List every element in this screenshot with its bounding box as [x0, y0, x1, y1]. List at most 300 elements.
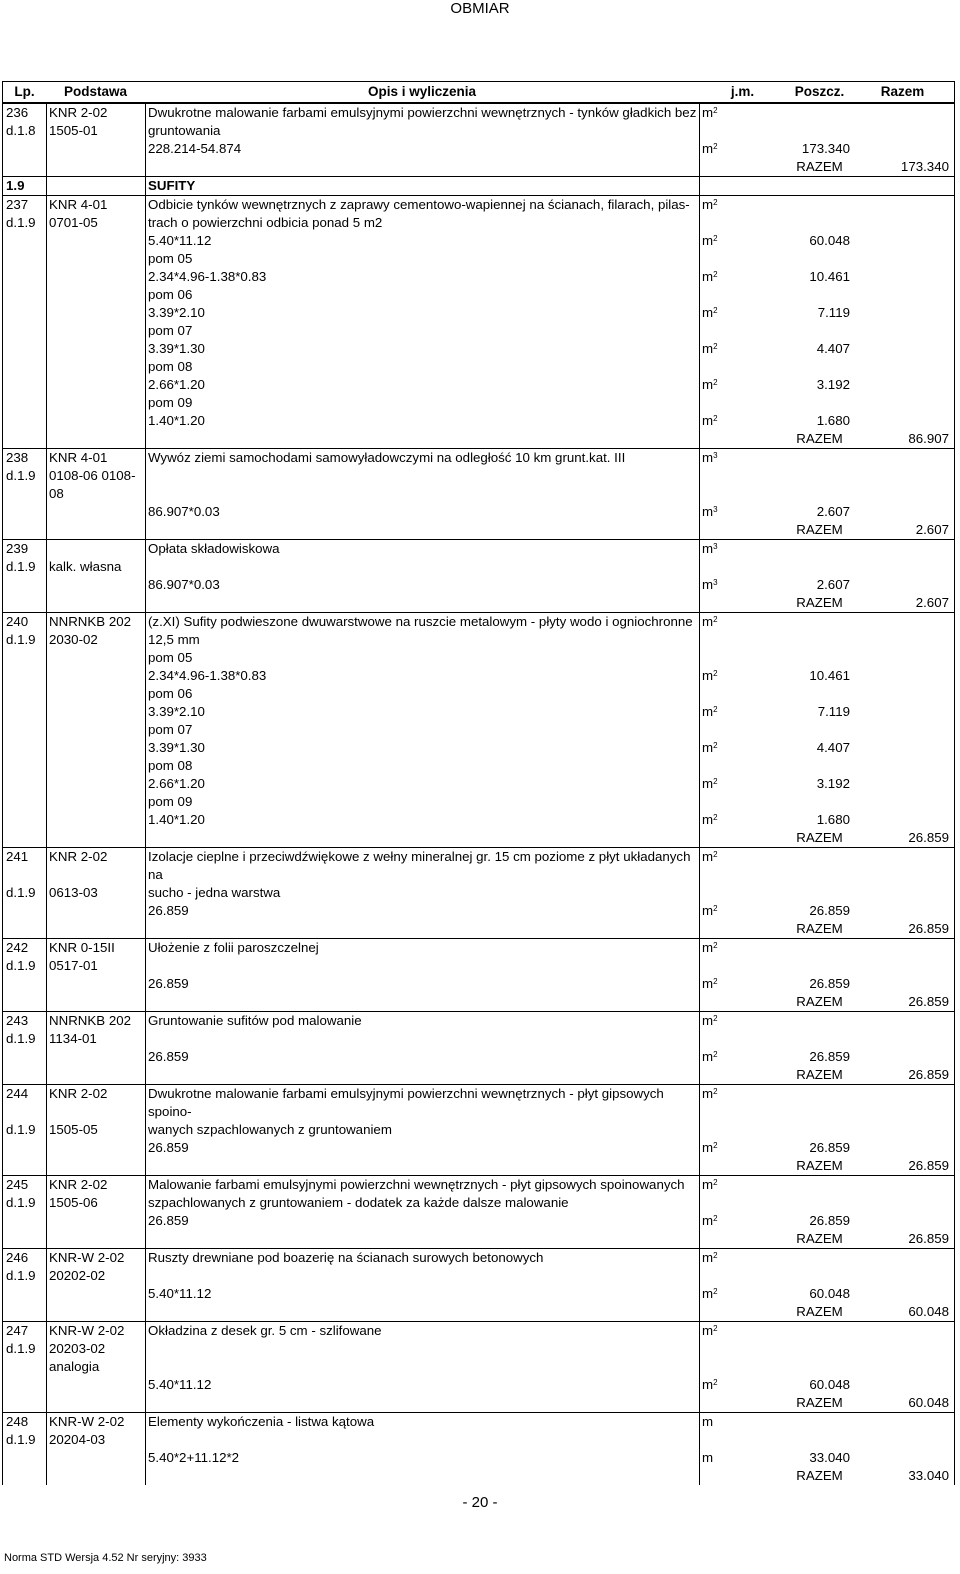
cell-poszcz — [786, 884, 853, 902]
cell-podstawa: 1134-01 — [49, 1031, 97, 1046]
cell-jm — [699, 1285, 786, 1303]
cell-razem — [853, 1376, 952, 1394]
cell-opis: 2.66*1.20 — [148, 377, 205, 392]
cell-jm — [699, 140, 786, 158]
cell-podstawa — [46, 1394, 145, 1412]
cell-lp: d.1.9 — [6, 1341, 36, 1356]
cell-razem — [853, 1358, 952, 1376]
page-number: - 20 - — [462, 1494, 498, 1511]
unit-text: m — [702, 105, 714, 120]
cell-poszcz: 26.859 — [809, 1140, 850, 1155]
cell-jm — [699, 376, 786, 394]
cell-poszcz: RAZEM — [796, 994, 843, 1009]
unit-text: m — [702, 269, 714, 284]
cell-poszcz — [786, 1431, 853, 1449]
unit-exponent: 2 — [713, 941, 718, 950]
cell-podstawa — [46, 1157, 145, 1175]
cell-poszcz: RAZEM — [796, 921, 843, 936]
cell-opis: trach o powierzchni odbicia ponad 5 m2 — [148, 215, 383, 230]
cell-lp — [3, 920, 46, 938]
cell-lp: d.1.9 — [6, 1031, 36, 1046]
cell-razem — [853, 757, 952, 775]
cell-lp — [3, 667, 46, 685]
cell-podstawa — [46, 232, 145, 250]
cell-razem — [853, 376, 952, 394]
cell-podstawa: KNR 4-01 — [49, 197, 108, 212]
cell-razem: 26.859 — [908, 994, 949, 1009]
cell-opis: Ułożenie z folii paroszczelnej — [148, 940, 319, 955]
cell-opis: gruntowania — [148, 123, 221, 138]
cell-opis: szpachlowanych z gruntowaniem - dodatek za każde dalsze malowanie — [148, 1195, 569, 1210]
cell-jm — [699, 939, 786, 957]
cell-podstawa — [46, 503, 145, 521]
cell-razem — [853, 122, 952, 140]
cell-razem — [853, 232, 952, 250]
cell-opis: pom 07 — [148, 722, 193, 737]
cell-razem — [853, 196, 952, 214]
unit-exponent: 2 — [713, 1287, 718, 1296]
cell-jm — [699, 594, 786, 612]
column-divider — [699, 104, 700, 1485]
cell-razem: 2.607 — [915, 595, 949, 610]
cell-razem — [853, 902, 952, 920]
cell-podstawa — [46, 376, 145, 394]
cell-jm — [699, 1394, 786, 1412]
cell-poszcz: RAZEM — [796, 431, 843, 446]
cell-podstawa: KNR 2-02 — [49, 1177, 108, 1192]
cell-podstawa — [46, 1467, 145, 1485]
cell-lp — [3, 376, 46, 394]
cell-opis — [145, 1467, 699, 1485]
cell-opis: 26.859 — [148, 1049, 189, 1064]
cell-poszcz: RAZEM — [796, 1067, 843, 1082]
cell-poszcz: 3.192 — [816, 377, 850, 392]
cell-poszcz — [786, 1194, 853, 1212]
cell-poszcz — [786, 613, 853, 631]
cell-jm — [699, 214, 786, 232]
cell-jm — [699, 158, 786, 176]
cell-opis: Opłata składowiskowa — [148, 541, 280, 556]
cell-lp: 248 — [6, 1414, 29, 1429]
cell-lp — [3, 594, 46, 612]
cell-podstawa: KNR 0-15II — [49, 940, 115, 955]
cell-jm — [699, 775, 786, 793]
cell-lp — [3, 1449, 46, 1467]
cell-opis: Elementy wykończenia - listwa kątowa — [148, 1414, 375, 1429]
cell-podstawa: KNR 2-02 — [49, 105, 108, 120]
unit-text: m — [702, 1049, 714, 1064]
cell-poszcz — [786, 177, 853, 195]
unit-text: m — [702, 141, 714, 156]
cell-razem — [853, 1322, 952, 1340]
cell-razem — [853, 467, 952, 485]
unit-text: m — [702, 541, 714, 556]
cell-poszcz — [786, 122, 853, 140]
cell-jm — [699, 1194, 786, 1212]
cell-jm — [699, 1048, 786, 1066]
cell-opis: 86.907*0.03 — [148, 577, 220, 592]
cell-opis: 5.40*11.12 — [148, 1286, 212, 1301]
cell-razem — [853, 1176, 952, 1194]
cell-podstawa: 20202-02 — [49, 1268, 106, 1283]
cell-podstawa — [46, 1303, 145, 1321]
unit-exponent: 2 — [713, 306, 718, 315]
cell-jm — [699, 412, 786, 430]
cell-poszcz — [786, 1030, 853, 1048]
cell-razem: 26.859 — [908, 1158, 949, 1173]
cell-poszcz — [786, 721, 853, 739]
cell-opis: 5.40*11.12 — [148, 233, 212, 248]
cell-lp — [3, 1212, 46, 1230]
cell-lp: d.1.9 — [6, 632, 36, 647]
unit-exponent: 3 — [713, 451, 718, 460]
cell-opis: 2.34*4.96-1.38*0.83 — [148, 668, 267, 683]
cell-razem — [853, 449, 952, 467]
cell-opis — [145, 1066, 699, 1084]
cell-opis: 26.859 — [148, 976, 189, 991]
column-divider — [145, 104, 146, 1485]
cell-razem — [853, 412, 952, 430]
cell-razem: 33.040 — [908, 1468, 949, 1483]
cell-lp — [3, 1376, 46, 1394]
cell-razem — [853, 775, 952, 793]
cell-poszcz — [786, 196, 853, 214]
cell-jm — [699, 1322, 786, 1340]
cell-lp — [3, 430, 46, 448]
cell-jm — [699, 467, 786, 485]
cell-razem — [853, 1340, 952, 1358]
cell-razem — [853, 485, 952, 503]
unit-exponent: 2 — [713, 378, 718, 387]
cell-poszcz — [786, 394, 853, 412]
cell-jm — [699, 739, 786, 757]
cell-jm — [699, 540, 786, 558]
cell-jm — [699, 394, 786, 412]
cell-opis: 26.859 — [148, 1140, 189, 1155]
cell-jm — [699, 1249, 786, 1267]
unit-text: m — [702, 668, 714, 683]
cell-poszcz: 1.680 — [816, 812, 850, 827]
cell-jm — [699, 250, 786, 268]
cell-lp: d.1.8 — [6, 123, 36, 138]
cell-lp — [3, 775, 46, 793]
cell-lp: 241 — [6, 849, 29, 864]
cell-lp — [3, 703, 46, 721]
cell-razem — [853, 685, 952, 703]
unit-exponent: 2 — [713, 1178, 718, 1187]
unit-exponent: 2 — [713, 1214, 718, 1223]
cell-jm — [699, 304, 786, 322]
cell-razem: 60.048 — [908, 1395, 949, 1410]
unit-exponent: 2 — [713, 850, 718, 859]
header-jm: j.m. — [730, 84, 755, 99]
cell-podstawa — [46, 975, 145, 993]
cell-lp — [3, 322, 46, 340]
unit-exponent: 2 — [713, 669, 718, 678]
cell-jm — [699, 1066, 786, 1084]
cell-opis: Izolacje cieplne i przeciwdźwiękowe z wełny mineralnej gr. 15 cm poziome z płyt układanych na — [148, 849, 695, 882]
unit-exponent: 2 — [713, 142, 718, 151]
cell-poszcz: 10.461 — [809, 269, 850, 284]
cell-opis: 3.39*1.30 — [148, 740, 205, 755]
cell-poszcz: RAZEM — [796, 1304, 843, 1319]
cell-jm — [699, 685, 786, 703]
cell-jm — [699, 902, 786, 920]
cell-razem — [853, 649, 952, 667]
cell-opis: wanych szpachlowanych z gruntowaniem — [148, 1122, 392, 1137]
unit-text: m — [702, 1250, 714, 1265]
cell-lp — [3, 1467, 46, 1485]
cell-razem — [853, 1085, 952, 1121]
cell-razem — [853, 1249, 952, 1267]
cell-jm — [699, 613, 786, 631]
cell-opis — [145, 1303, 699, 1321]
cell-razem — [853, 140, 952, 158]
cell-razem — [853, 540, 952, 558]
unit-text: m — [702, 903, 714, 918]
cell-jm — [699, 1139, 786, 1157]
cell-opis — [145, 829, 699, 847]
cell-opis — [145, 521, 699, 539]
cell-jm — [699, 268, 786, 286]
cell-opis — [145, 1267, 699, 1285]
cell-opis: 3.39*2.10 — [148, 704, 205, 719]
cell-poszcz — [786, 1085, 853, 1121]
cell-jm — [699, 558, 786, 576]
cell-jm — [699, 1085, 786, 1121]
cell-jm — [699, 503, 786, 521]
cell-jm — [699, 196, 786, 214]
cell-podstawa — [46, 430, 145, 448]
cell-poszcz — [786, 485, 853, 503]
cell-jm — [699, 104, 786, 122]
unit-text: m — [702, 1377, 714, 1392]
cell-lp — [3, 721, 46, 739]
cell-poszcz — [786, 358, 853, 376]
cell-jm — [699, 1303, 786, 1321]
cell-lp: d.1.9 — [6, 1122, 36, 1137]
cell-lp — [3, 576, 46, 594]
unit-text: m — [702, 704, 714, 719]
cell-jm — [699, 848, 786, 884]
cell-lp: 238 — [6, 450, 29, 465]
cell-poszcz — [786, 939, 853, 957]
cell-opis: pom 09 — [148, 794, 193, 809]
cell-poszcz: RAZEM — [796, 1231, 843, 1246]
cell-lp: d.1.9 — [6, 1268, 36, 1283]
cell-jm — [699, 1467, 786, 1485]
unit-text: m — [702, 233, 714, 248]
cell-opis — [145, 158, 699, 176]
unit-text: m — [702, 305, 714, 320]
cell-opis: Ruszty drewniane pod boazerię na ścianach surowych betonowych — [148, 1250, 544, 1265]
cell-razem — [853, 214, 952, 232]
unit-text: m — [702, 1013, 714, 1028]
cell-opis: pom 08 — [148, 758, 193, 773]
cell-lp — [3, 140, 46, 158]
cell-poszcz — [786, 1358, 853, 1376]
cell-razem — [853, 1285, 952, 1303]
cell-razem: 60.048 — [908, 1304, 949, 1319]
cell-jm — [699, 576, 786, 594]
cell-poszcz: 4.407 — [816, 740, 850, 755]
cell-poszcz — [786, 757, 853, 775]
cell-podstawa — [46, 140, 145, 158]
cell-podstawa — [46, 177, 145, 195]
cell-opis: Malowanie farbami emulsyjnymi powierzchni wewnętrznych - płyt gipsowych spoinowanych — [148, 1177, 685, 1192]
cell-podstawa — [46, 304, 145, 322]
cell-lp: d.1.9 — [6, 885, 36, 900]
unit-exponent: 2 — [713, 705, 718, 714]
unit-text: m — [702, 1286, 714, 1301]
cell-razem — [853, 286, 952, 304]
cell-podstawa — [46, 829, 145, 847]
cell-poszcz: RAZEM — [796, 1468, 843, 1483]
unit-text: m — [702, 1213, 714, 1228]
cell-podstawa: 0701-05 — [49, 215, 98, 230]
cell-poszcz — [786, 957, 853, 975]
cell-podstawa: KNR 4-01 — [49, 450, 108, 465]
cell-poszcz: RAZEM — [796, 595, 843, 610]
cell-opis: 12,5 mm — [148, 632, 200, 647]
cell-podstawa: KNR 2-02 — [49, 849, 108, 864]
cell-lp — [3, 1139, 46, 1157]
cell-podstawa — [46, 703, 145, 721]
unit-exponent: 2 — [713, 342, 718, 351]
cell-podstawa — [46, 775, 145, 793]
unit-exponent: 3 — [713, 505, 718, 514]
cell-poszcz — [786, 1012, 853, 1030]
unit-text: m — [702, 1323, 714, 1338]
cell-razem — [853, 104, 952, 122]
cell-opis — [145, 467, 699, 485]
column-divider — [46, 104, 47, 1485]
cell-razem — [853, 739, 952, 757]
table-header — [3, 82, 954, 103]
header-lp: Lp. — [14, 84, 35, 99]
cell-jm — [699, 1012, 786, 1030]
cell-poszcz: 1.680 — [816, 413, 850, 428]
cell-razem — [853, 884, 952, 902]
cell-jm — [699, 793, 786, 811]
cell-razem — [853, 503, 952, 521]
cell-podstawa: KNR-W 2-02 — [49, 1323, 125, 1338]
cell-lp: 236 — [6, 105, 29, 120]
cell-opis: sucho - jedna warstwa — [148, 885, 281, 900]
cell-opis: 1.40*1.20 — [148, 413, 205, 428]
cell-opis: Dwukrotne malowanie farbami emulsyjnymi powierzchni wewnętrznych - płyt gipsowych spoino- — [148, 1086, 668, 1119]
cell-razem — [853, 394, 952, 412]
cell-jm — [699, 631, 786, 649]
cell-lp: d.1.9 — [6, 958, 36, 973]
cell-podstawa — [46, 793, 145, 811]
cell-jm — [699, 521, 786, 539]
cell-podstawa — [46, 1139, 145, 1157]
cell-lp — [3, 975, 46, 993]
cell-jm — [699, 1449, 786, 1467]
cell-lp — [3, 232, 46, 250]
cell-opis: 26.859 — [148, 903, 189, 918]
cell-razem — [853, 558, 952, 576]
unit-text: m — [702, 1414, 714, 1429]
cell-podstawa — [46, 1376, 145, 1394]
cell-razem — [853, 1012, 952, 1030]
cell-razem — [853, 793, 952, 811]
cell-podstawa: 20203-02 — [49, 1341, 106, 1356]
cell-poszcz: 2.607 — [816, 577, 850, 592]
unit-text: m — [702, 413, 714, 428]
cell-jm — [699, 340, 786, 358]
unit-text: m — [702, 577, 714, 592]
cell-lp: 240 — [6, 614, 29, 629]
cell-poszcz — [786, 322, 853, 340]
cell-opis — [145, 1230, 699, 1248]
unit-text: m — [702, 1140, 714, 1155]
cell-jm — [699, 1431, 786, 1449]
cell-lp — [3, 739, 46, 757]
page-title: OBMIAR — [450, 0, 510, 17]
unit-exponent: 2 — [713, 198, 718, 207]
cell-opis: pom 06 — [148, 686, 193, 701]
software-note: Norma STD Wersja 4.52 Nr seryjny: 3933 — [4, 1552, 207, 1564]
cell-poszcz: 3.192 — [816, 776, 850, 791]
unit-exponent: 2 — [713, 977, 718, 986]
cell-opis: pom 08 — [148, 359, 193, 374]
cell-poszcz — [786, 1121, 853, 1139]
cell-podstawa: KNR-W 2-02 — [49, 1414, 125, 1429]
unit-exponent: 3 — [713, 578, 718, 587]
cell-podstawa: KNR-W 2-02 — [49, 1250, 125, 1265]
cell-razem — [853, 721, 952, 739]
cell-opis: 2.34*4.96-1.38*0.83 — [148, 269, 267, 284]
cell-razem: 86.907 — [908, 431, 949, 446]
cell-podstawa — [46, 576, 145, 594]
cell-poszcz: 173.340 — [801, 141, 850, 156]
cell-poszcz — [786, 1413, 853, 1431]
cell-opis: Wywóz ziemi samochodami samowyładowczymi na odległość 10 km grunt.kat. III — [148, 450, 626, 465]
cell-poszcz: 26.859 — [809, 1213, 850, 1228]
cell-lp — [3, 757, 46, 775]
cell-podstawa: 0517-01 — [49, 958, 98, 973]
unit-exponent: 2 — [713, 813, 718, 822]
cell-lp: 247 — [6, 1323, 29, 1338]
cell-jm — [699, 1413, 786, 1431]
unit-exponent: 2 — [713, 1141, 718, 1150]
cell-lp — [3, 485, 46, 503]
cell-lp — [3, 1230, 46, 1248]
cell-razem — [853, 1121, 952, 1139]
cell-podstawa — [46, 993, 145, 1011]
cell-podstawa — [46, 594, 145, 612]
cell-podstawa: 0108-06 0108- — [49, 468, 136, 483]
cell-razem — [853, 667, 952, 685]
cell-lp — [3, 250, 46, 268]
cell-podstawa — [46, 920, 145, 938]
cell-lp: d.1.9 — [6, 1195, 36, 1210]
cell-lp: 243 — [6, 1013, 29, 1028]
cell-jm — [699, 649, 786, 667]
unit-text: m — [702, 614, 714, 629]
unit-text: m — [702, 776, 714, 791]
cell-lp — [3, 1394, 46, 1412]
cell-lp — [3, 829, 46, 847]
cell-jm — [699, 1121, 786, 1139]
cell-podstawa: NNRNKB 202 — [49, 1013, 132, 1028]
cell-razem: 2.607 — [915, 522, 949, 537]
cell-poszcz: RAZEM — [796, 1158, 843, 1173]
cell-poszcz: 60.048 — [809, 1377, 850, 1392]
cell-opis: pom 05 — [148, 251, 193, 266]
